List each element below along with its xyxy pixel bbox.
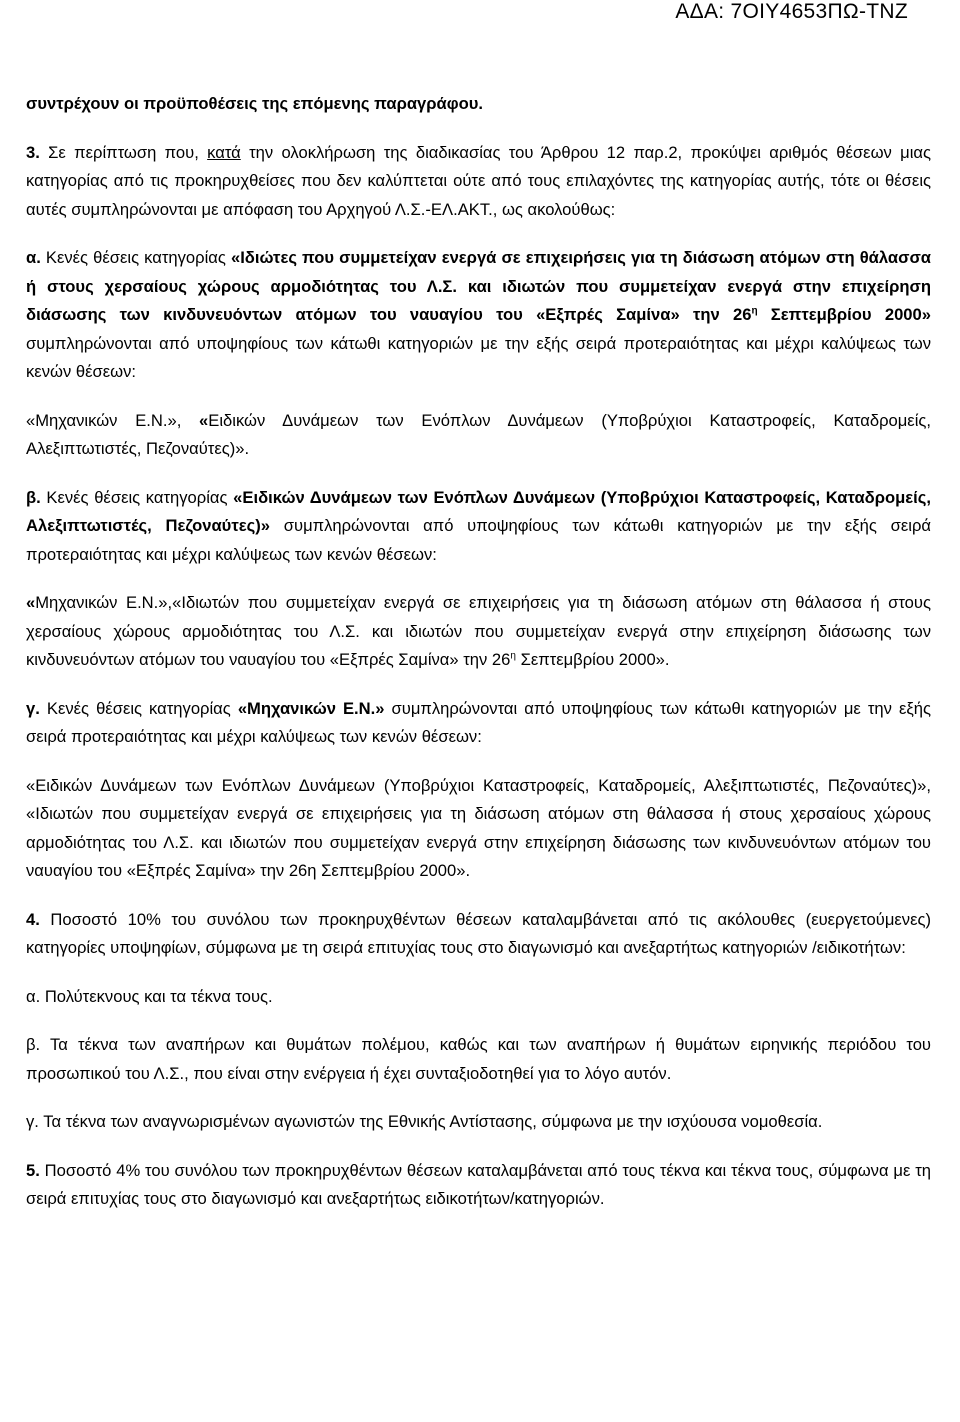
alpha-list: «Μηχανικών Ε.Ν.», «Ειδικών Δυνάμεων των Ενόπλων Δυνάμεων (Υποβρύχιοι Καταστροφείς, Καταδρομείς, Αλεξιπτωτιστές, Πεζοναύτες)». bbox=[26, 410, 931, 458]
document-body bbox=[26, 90, 931, 1214]
gamma-list: «Ειδικών Δυνάμεων των Ενόπλων Δυνάμεων (Υποβρύχιοι Καταστροφείς, Καταδρομείς, Αλεξιπτωτιστές, Πεζοναύτες)», «Ιδιωτών που συμμετείχαν ενεργά σε επιχειρήσεις για τη διάσωση ατόμων στη θάλασσα ή στους χερσαίους χώρους αρμοδιότητας του Λ.Σ. και ιδιωτών που συμμετείχαν ενεργά στην επιχείρηση διάσωσης των κινδυνευόντων ατόμων του ναυαγίου του «Εξπρές Σαμίνα» την 26η Σεπτεμβρίου 2000». bbox=[26, 775, 931, 880]
paragraph-4: 4. Ποσοστό 10% του συνόλου των προκηρυχθέντων θέσεων καταλαμβάνεται από τις ακόλουθες (ευεργετούμενες) κατηγορίες υποψηφίων, σύμφωνα με τη σειρά επιτυχίας τους στο διαγωνισμό και ανεξαρτήτως κατηγοριών /ειδικοτήτων: bbox=[26, 909, 931, 957]
subparagraph-alpha: α. Κενές θέσεις κατηγορίας «Ιδιώτες που συμμετείχαν ενεργά σε επιχειρήσεις για τη διάσωση ατόμων στη θάλασσα ή στους χερσαίους χώρους αρμοδιότητας του Λ.Σ. και ιδιωτών που συμμετείχαν ενεργά στην επιχείρηση διάσωσης των κινδυνευόντων ατόμων του ναυαγίου του «Εξπρές Σαμίνα» την $26^\eta$ Σεπτεμβρίου 2000» συμπληρώνονται από υποψηφίους των κάτωθι κατηγοριών με την εξής σειρά προτεραιότητας και μέχρι καλύψεως των κενών θέσεων: bbox=[26, 248, 931, 381]
paragraph-4-item-a: α. Πολύτεκνους και τα τέκνα τους. bbox=[26, 986, 273, 1006]
intro-line: συντρέχουν οι προϋποθέσεις της επόμενης παραγράφου. bbox=[26, 94, 484, 113]
subparagraph-gamma: γ. Κενές θέσεις κατηγορίας «Μηχανικών Ε.Ν.» συμπληρώνονται από υποψηφίους των κάτωθι κατηγοριών με την εξής σειρά προτεραιότητας και μέχρι καλύψεως των κενών θέσεων: bbox=[26, 698, 931, 746]
paragraph-4-item-c: γ. Τα τέκνα των αναγνωρισμένων αγωνιστών της Εθνικής Αντίστασης, σύμφωνα με την ισχύουσα νομοθεσία. bbox=[26, 1112, 823, 1131]
beta-list: «Μηχανικών Ε.Ν.»,«Ιδιωτών που συμμετείχαν ενεργά σε επιχειρήσεις για τη διάσωση ατόμων στη θάλασσα ή στους χερσαίους χώρους αρμοδιότητας του Λ.Σ. και ιδιωτών που συμμετείχαν ενεργά στην επιχείρηση διάσωσης των κινδυνευόντων ατόμων του ναυαγίου του «Εξπρές Σαμίνα» την $26^\eta$ Σεπτεμβρίου 2000». bbox=[26, 593, 931, 669]
subparagraph-beta: β. Κενές θέσεις κατηγορίας «Ειδικών Δυνάμεων των Ενόπλων Δυνάμεων (Υποβρύχιοι Καταστροφείς, Καταδρομείς, Αλεξιπτωτιστές, Πεζοναύτες)» συμπληρώνονται από υποψηφίους των κάτωθι κατηγοριών με την εξής σειρά προτεραιότητας και μέχρι καλύψεως των κενών θέσεων: bbox=[26, 487, 932, 564]
paragraph-3: 3. Σε περίπτωση που, κατά την ολοκλήρωση της διαδικασίας του Άρθρου 12 παρ.2, προκύψει αριθμός θέσεων μιας κατηγορίας από τις προκηρυχθείσες που δεν καλύπτεται ούτε από τους επιλαχόντες της κατηγορίας αυτής, τότε οι θέσεις αυτές συμπληρώνονται με απόφαση του Αρχηγού Λ.Σ.-ΕΛ.ΑΚΤ., ως ακολούθως: bbox=[26, 142, 932, 219]
ada-code: ΑΔΑ: 7ΟΙΥ4653ΠΩ-ΤΝΖ bbox=[675, 0, 908, 23]
paragraph-5: 5. Ποσοστό 4% του συνόλου των προκηρυχθέντων θέσεων καταλαμβάνεται από τους τέκνα και τέκνα τους, σύμφωνα με τη σειρά επιτυχίας τους στο διαγωνισμό και ανεξαρτήτως ειδικοτήτων/κατηγοριών. bbox=[26, 1160, 931, 1208]
paragraph-4-item-b: β. Τα τέκνα των αναπήρων και θυμάτων πολέμου, καθώς και των αναπήρων ή θυμάτων ειρηνικής περιόδου του προσωπικού του Λ.Σ., που είναι στην ενέργεια ή έχει συνταξιοδοτηθεί για το λόγο αυτόν. bbox=[26, 1035, 931, 1083]
